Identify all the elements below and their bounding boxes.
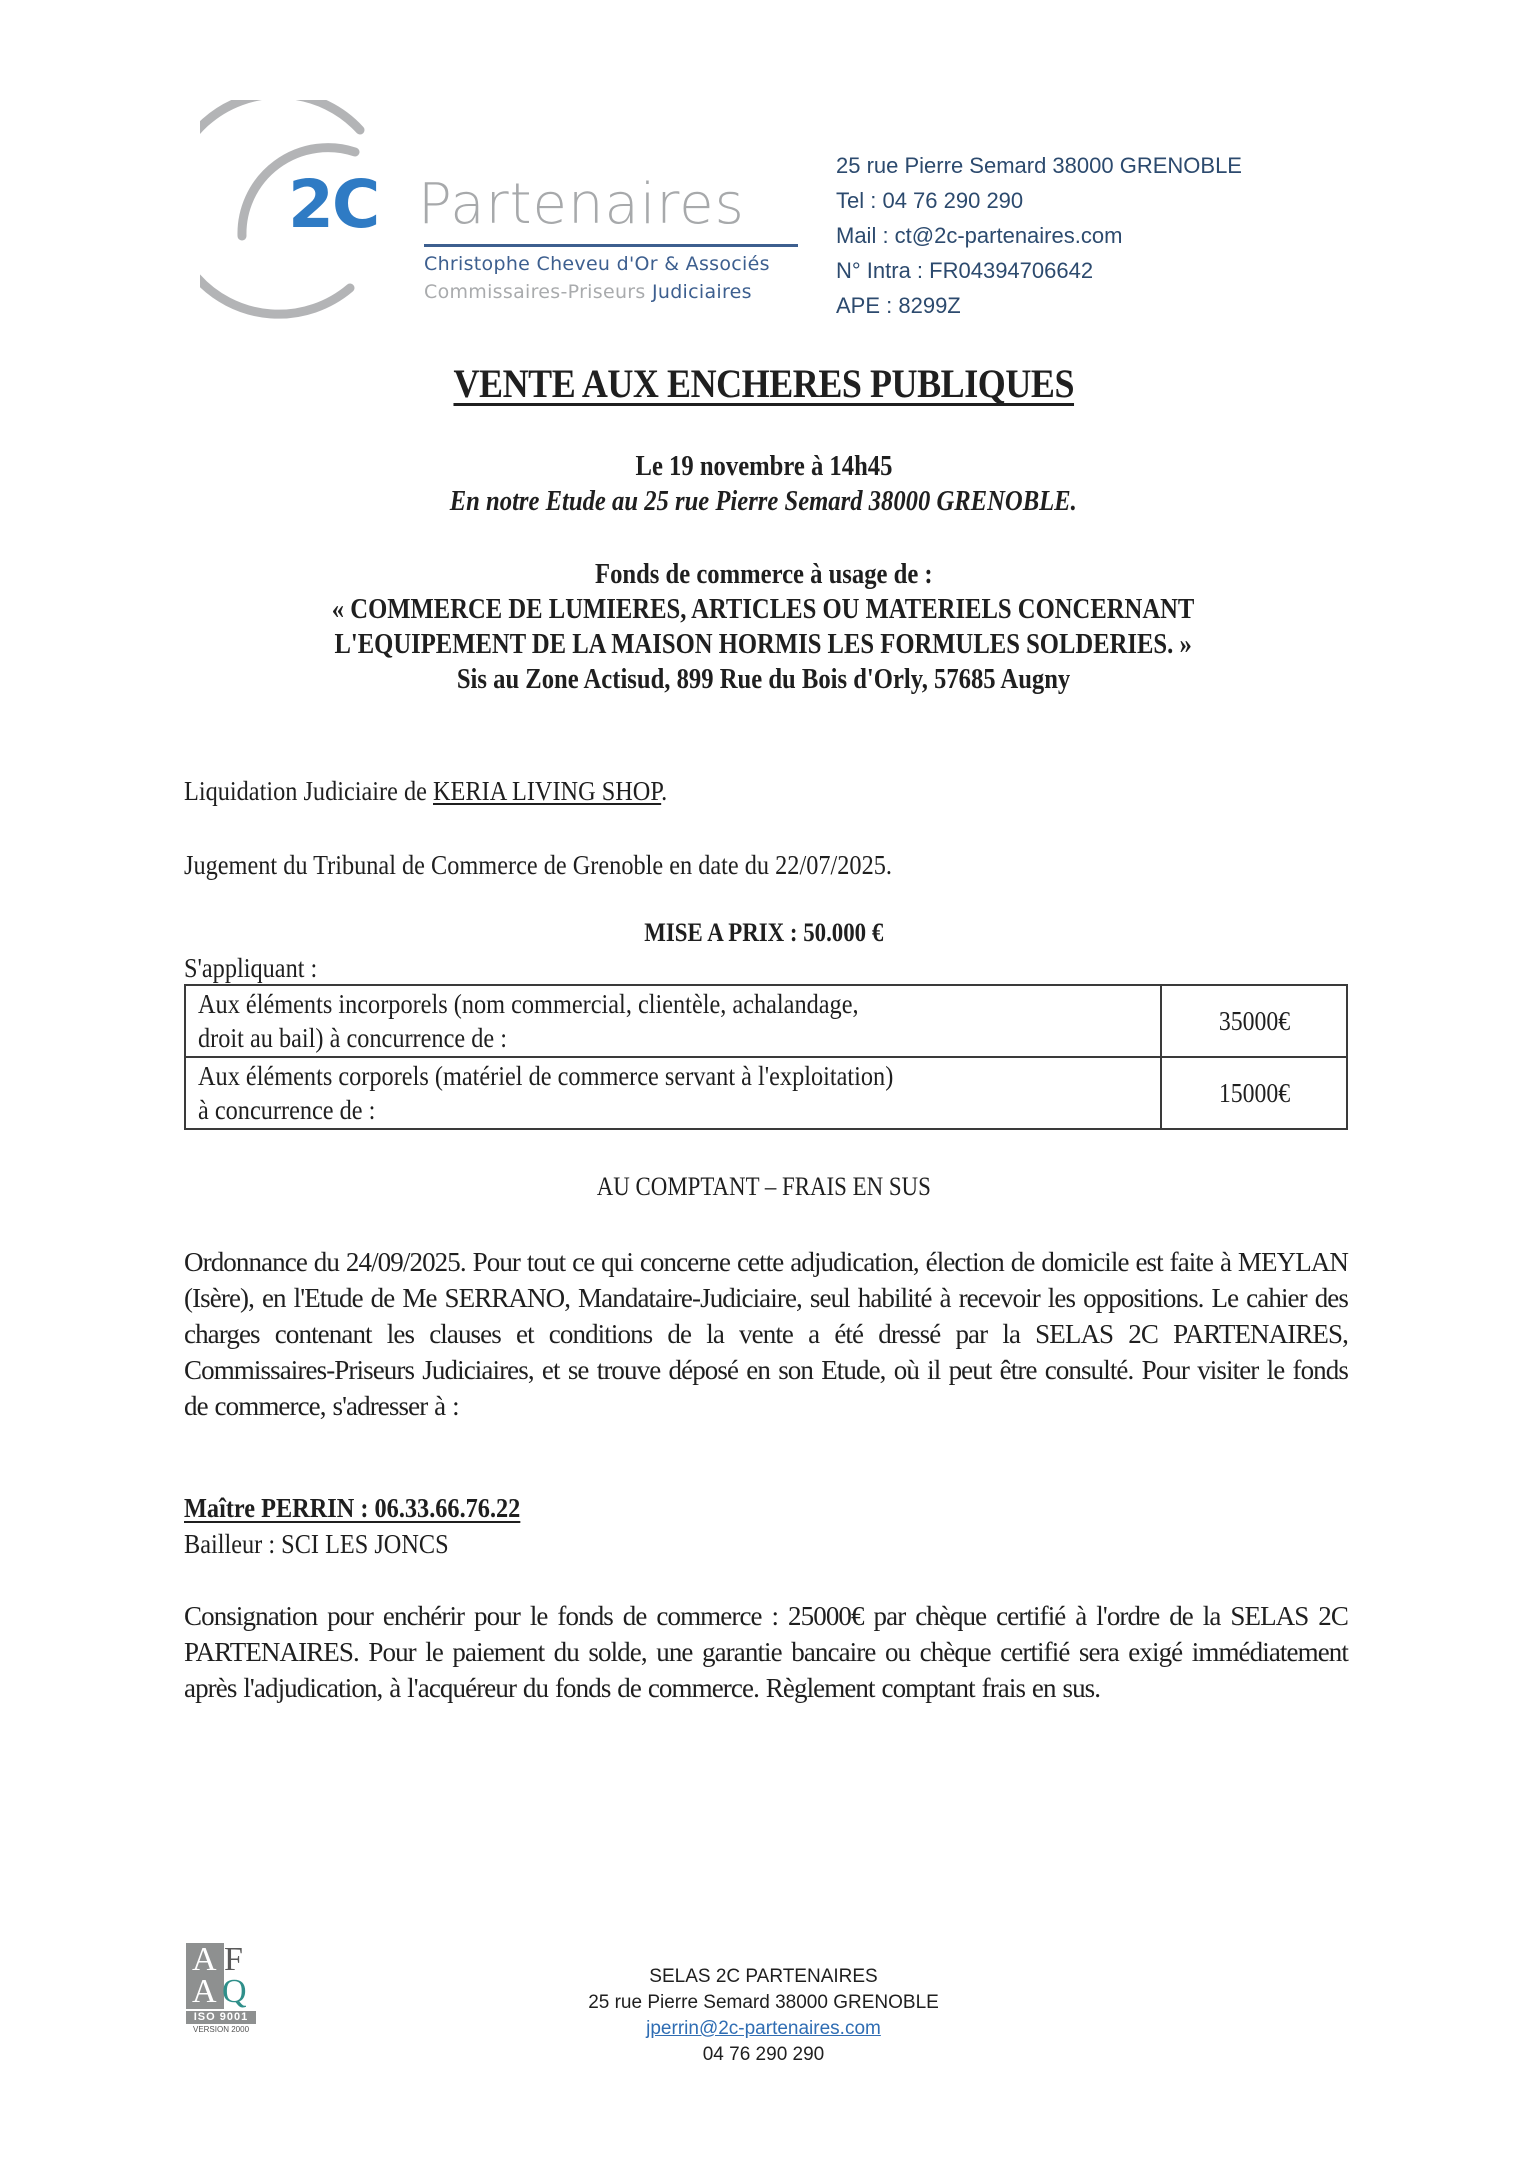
header-tel: Tel : 04 76 290 290 (836, 188, 1024, 213)
fonds-heading: Fonds de commerce à usage de : (594, 559, 933, 590)
allocation-line-1: Aux éléments corporels (matériel de commerce servant à l'exploitation) (198, 1061, 894, 1091)
liquidation-company: KERIA LIVING SHOP (433, 776, 662, 806)
logo-subtitle: Christophe Cheveu d'Or & Associés (424, 253, 770, 275)
afaq-standard: ISO 9001 (186, 2011, 256, 2024)
allocation-line-1: Aux éléments incorporels (nom commercial, clientèle, achalandage, (198, 989, 859, 1019)
starting-price (0, 917, 1527, 949)
header-mail: Mail : ct@2c-partenaires.com (836, 223, 1123, 248)
header-address: 25 rue Pierre Semard 38000 GRENOBLE (836, 153, 1242, 178)
header-intra: N° Intra : FR04394706642 (836, 258, 1094, 283)
payment-terms (0, 1171, 1527, 1203)
footer-address: 25 rue Pierre Semard 38000 GRENOBLE (588, 1992, 939, 2013)
allocation-amount (1161, 1057, 1347, 1129)
table-row (185, 985, 1347, 1057)
sale-date-text: Le 19 novembre à 14h45 (635, 451, 892, 482)
table-row (185, 1057, 1347, 1129)
footer-block (0, 1964, 1527, 2068)
visit-contact (184, 1490, 558, 1526)
consignation-text: Consignation pour enchérir pour le fonds de commerce : 25000€ par chèque certifié à l'ordre de la SELAS 2C PARTENAIRES. Pour le paiement du solde, une garantie bancaire ou chèque certifié sera exigé immédiatement après l'adjudication, à l'acquéreur du fonds de commerce. Règlement comptant frais en sus. (184, 1601, 1348, 1703)
logo-tagline (424, 280, 752, 304)
payment-terms-text: AU COMPTANT – FRAIS EN SUS (596, 1172, 931, 1201)
footer-company: SELAS 2C PARTENAIRES (649, 1966, 878, 1987)
allocation-line-2: droit au bail) à concurrence de : (198, 1023, 507, 1053)
allocation-amount-text: 15000€ (1218, 1078, 1290, 1108)
landlord-text: Bailleur : SCI LES JONCS (184, 1529, 449, 1559)
fonds-activity-line-2: L'EQUIPEMENT DE LA MAISON HORMIS LES FORMULES SOLDERIES. » (334, 629, 1193, 660)
footer-phone: 04 76 290 290 (702, 2044, 825, 2065)
header-ape: APE : 8299Z (836, 293, 961, 318)
allocation-amount (1161, 985, 1347, 1057)
price-allocation-table (184, 984, 1348, 1130)
jugement-line (184, 847, 971, 883)
allocation-amount-text: 35000€ (1218, 1006, 1290, 1036)
sale-venue-text: En notre Etude au 25 rue Pierre Semard 38000 GRENOBLE. (449, 486, 1078, 517)
sale-date (0, 449, 1527, 484)
allocation-description (185, 1057, 1161, 1129)
afaq-letter: A (192, 1943, 217, 1978)
logo-tagline-light: Commissaires-Priseurs (424, 281, 646, 303)
liquidation-suffix: . (661, 776, 668, 806)
landlord-line (184, 1526, 478, 1562)
fonds-description (0, 557, 1527, 697)
ordonnance-text: Ordonnance du 24/09/2025. Pour tout ce qui concerne cette adjudication, élection de domicile est faite à MEYLAN (Isère), en l'Etude de Me SERRANO, Mandataire-Judiciaire, seul habilité à recevoir les oppositions. Le cahier des charges contenant les clauses et conditions de la vente a été dressé par la SELAS 2C PARTENAIRES, Commissaires-Priseurs Judiciaires, et se trouve déposé en son Etude, où il peut être consulté. Pour visiter le fonds de commerce, s'adresser à : (184, 1247, 1348, 1421)
logo-divider (424, 244, 798, 247)
fonds-activity-line-1: « COMMERCE DE LUMIERES, ARTICLES OU MATERIELS CONCERNANT (332, 594, 1195, 625)
header-contact-block (836, 148, 1242, 323)
liquidation-line (184, 773, 721, 809)
starting-price-text: MISE A PRIX : 50.000 € (643, 918, 883, 947)
page-title (0, 362, 1527, 406)
footer-email-link[interactable]: jperrin@2c-partenaires.com (646, 2018, 881, 2039)
consignation-paragraph (184, 1598, 1348, 1706)
afaq-letter: Q (222, 1973, 247, 2009)
jugement-text: Jugement du Tribunal de Commerce de Grenoble en date du 22/07/2025. (184, 850, 892, 880)
afaq-letter: A (192, 1973, 217, 2009)
sale-venue (0, 484, 1527, 519)
ordonnance-paragraph (184, 1244, 1348, 1424)
allocation-description (185, 985, 1161, 1057)
allocation-line-2: à concurrence de : (198, 1095, 376, 1125)
logo-mark: 2C (288, 166, 379, 243)
afaq-letter: F (224, 1943, 243, 1978)
applying-label (184, 950, 332, 986)
page-title-text: VENTE AUX ENCHERES PUBLIQUES (453, 361, 1074, 406)
logo-tagline-dark: Judiciaires (651, 281, 752, 303)
applying-label-text: S'appliquant : (184, 953, 318, 983)
afaq-version: VERSION 2000 (192, 2025, 250, 2034)
liquidation-prefix: Liquidation Judiciaire de (184, 776, 434, 806)
visit-contact-text: Maître PERRIN : 06.33.66.76.22 (184, 1493, 521, 1523)
fonds-location: Sis au Zone Actisud, 899 Rue du Bois d'Orly, 57685 Augny (456, 664, 1071, 695)
logo-name: Partenaires (418, 172, 745, 237)
